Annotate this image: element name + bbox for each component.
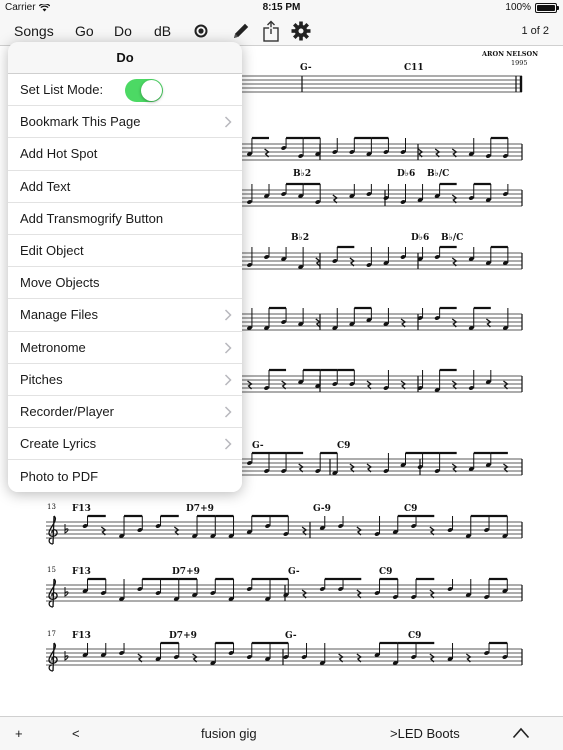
- menu-item-manage-files[interactable]: [8, 299, 242, 331]
- carrier-label: Carrier: [5, 2, 36, 13]
- next-song-button[interactable]: >LED Boots: [390, 726, 460, 741]
- measure-number: 13: [47, 503, 56, 511]
- chord-symbol: B♭2: [291, 233, 310, 243]
- songs-button[interactable]: Songs: [14, 23, 54, 39]
- toggle-knob: [141, 80, 162, 101]
- menu-item-label: Manage Files: [20, 307, 99, 323]
- battery-fill: [537, 5, 555, 11]
- previous-song-button[interactable]: <: [72, 726, 80, 741]
- treble-clef-icon: [49, 579, 57, 607]
- pencil-icon[interactable]: [230, 20, 252, 42]
- status-bar: [0, 0, 563, 16]
- menu-item-label: Photo to PDF: [20, 468, 99, 484]
- menu-item-label: Recorder/Player: [20, 403, 114, 419]
- flat-sign-icon: [65, 587, 68, 596]
- menu-item-label: Metronome: [20, 339, 86, 355]
- menu-item-edit-object[interactable]: [8, 235, 242, 267]
- battery-icon: [535, 3, 557, 13]
- chord-symbol: F13: [72, 567, 91, 577]
- do-menu-popover: [8, 42, 242, 492]
- set-list-mode-toggle[interactable]: [125, 79, 163, 102]
- add-button[interactable]: +: [15, 726, 23, 741]
- menu-item-label: Add Text: [20, 178, 71, 194]
- page-indicator: 1 of 2: [521, 25, 549, 37]
- chevron-right-icon: [224, 438, 232, 450]
- menu-item-label: Pitches: [20, 371, 63, 387]
- status-right: [505, 2, 557, 13]
- chevron-right-icon: [224, 309, 232, 321]
- chord-symbol: D♭6: [411, 233, 430, 243]
- menu-item-label: Bookmark This Page: [20, 114, 141, 130]
- flat-sign-icon: [65, 651, 68, 660]
- share-icon[interactable]: [260, 20, 282, 42]
- menu-item-label: Create Lyrics: [20, 436, 97, 452]
- chord-symbol: D7+9: [186, 504, 214, 514]
- menu-item-add-text[interactable]: [8, 171, 242, 203]
- go-button[interactable]: Go: [75, 23, 94, 39]
- measure-number: 15: [47, 566, 56, 574]
- chevron-up-icon[interactable]: [512, 727, 530, 739]
- chord-symbol: B♭/C: [427, 169, 450, 179]
- measure-number: 17: [47, 630, 56, 638]
- chord-symbol: G-: [300, 63, 312, 73]
- year-credit: 1995: [511, 59, 528, 67]
- chord-symbol: D♭6: [397, 169, 416, 179]
- menu-item-pitches[interactable]: [8, 364, 242, 396]
- chord-symbol: G-: [288, 567, 300, 577]
- chord-symbol: C11: [404, 63, 424, 73]
- do-button[interactable]: Do: [114, 23, 132, 39]
- db-button[interactable]: dB: [154, 23, 172, 39]
- chord-symbol: G-: [285, 631, 297, 641]
- gear-icon[interactable]: [290, 20, 312, 42]
- menu-item-label: Edit Object: [20, 243, 84, 259]
- battery-percent: 100%: [505, 2, 531, 13]
- chord-symbol: C9: [408, 631, 422, 641]
- menu-list: [8, 74, 242, 492]
- menu-item-label: Set List Mode:: [20, 82, 104, 98]
- chevron-right-icon: [224, 406, 232, 418]
- current-song-title[interactable]: fusion gig: [201, 726, 257, 741]
- menu-item-label: Add Hot Spot: [20, 146, 98, 162]
- menu-item-move-objects[interactable]: [8, 267, 242, 299]
- chord-symbol: G-9: [313, 504, 331, 514]
- chord-symbol: D7+9: [169, 631, 197, 641]
- chevron-right-icon: [224, 342, 232, 354]
- menu-item-metronome[interactable]: [8, 332, 242, 364]
- composer-credit: ARON NELSON: [482, 50, 539, 58]
- menu-item-label: Move Objects: [20, 275, 100, 291]
- popover-title: Do: [8, 42, 242, 74]
- status-time: 8:15 PM: [262, 2, 301, 13]
- chord-symbol: B♭2: [293, 169, 312, 179]
- menu-item-recorder-player[interactable]: [8, 396, 242, 428]
- chord-symbol: D7+9: [172, 567, 200, 577]
- chevron-right-icon: [224, 374, 232, 386]
- menu-item-bookmark-this-page[interactable]: [8, 106, 242, 138]
- menu-item-create-lyrics[interactable]: [8, 428, 242, 460]
- menu-item-add-hot-spot[interactable]: [8, 138, 242, 170]
- treble-clef-icon: [49, 516, 57, 544]
- chord-symbol: G-: [252, 441, 264, 451]
- chord-symbol: F13: [72, 504, 91, 514]
- chord-symbol: C9: [337, 441, 351, 451]
- menu-item-label: Add Transmogrify Button: [20, 210, 164, 226]
- bottom-bar: [0, 716, 563, 750]
- chord-symbol: C9: [404, 504, 418, 514]
- flat-sign-icon: [65, 524, 68, 533]
- chord-symbol: F13: [72, 631, 91, 641]
- menu-item-set-list-mode[interactable]: [8, 74, 242, 106]
- chord-symbol: B♭/C: [441, 233, 464, 243]
- menu-item-photo-to-pdf[interactable]: [8, 460, 242, 492]
- chevron-right-icon: [224, 116, 232, 128]
- record-icon[interactable]: [190, 20, 212, 42]
- chord-symbol: C9: [379, 567, 393, 577]
- menu-item-add-transmogrify-button[interactable]: [8, 203, 242, 235]
- treble-clef-icon: [49, 643, 57, 671]
